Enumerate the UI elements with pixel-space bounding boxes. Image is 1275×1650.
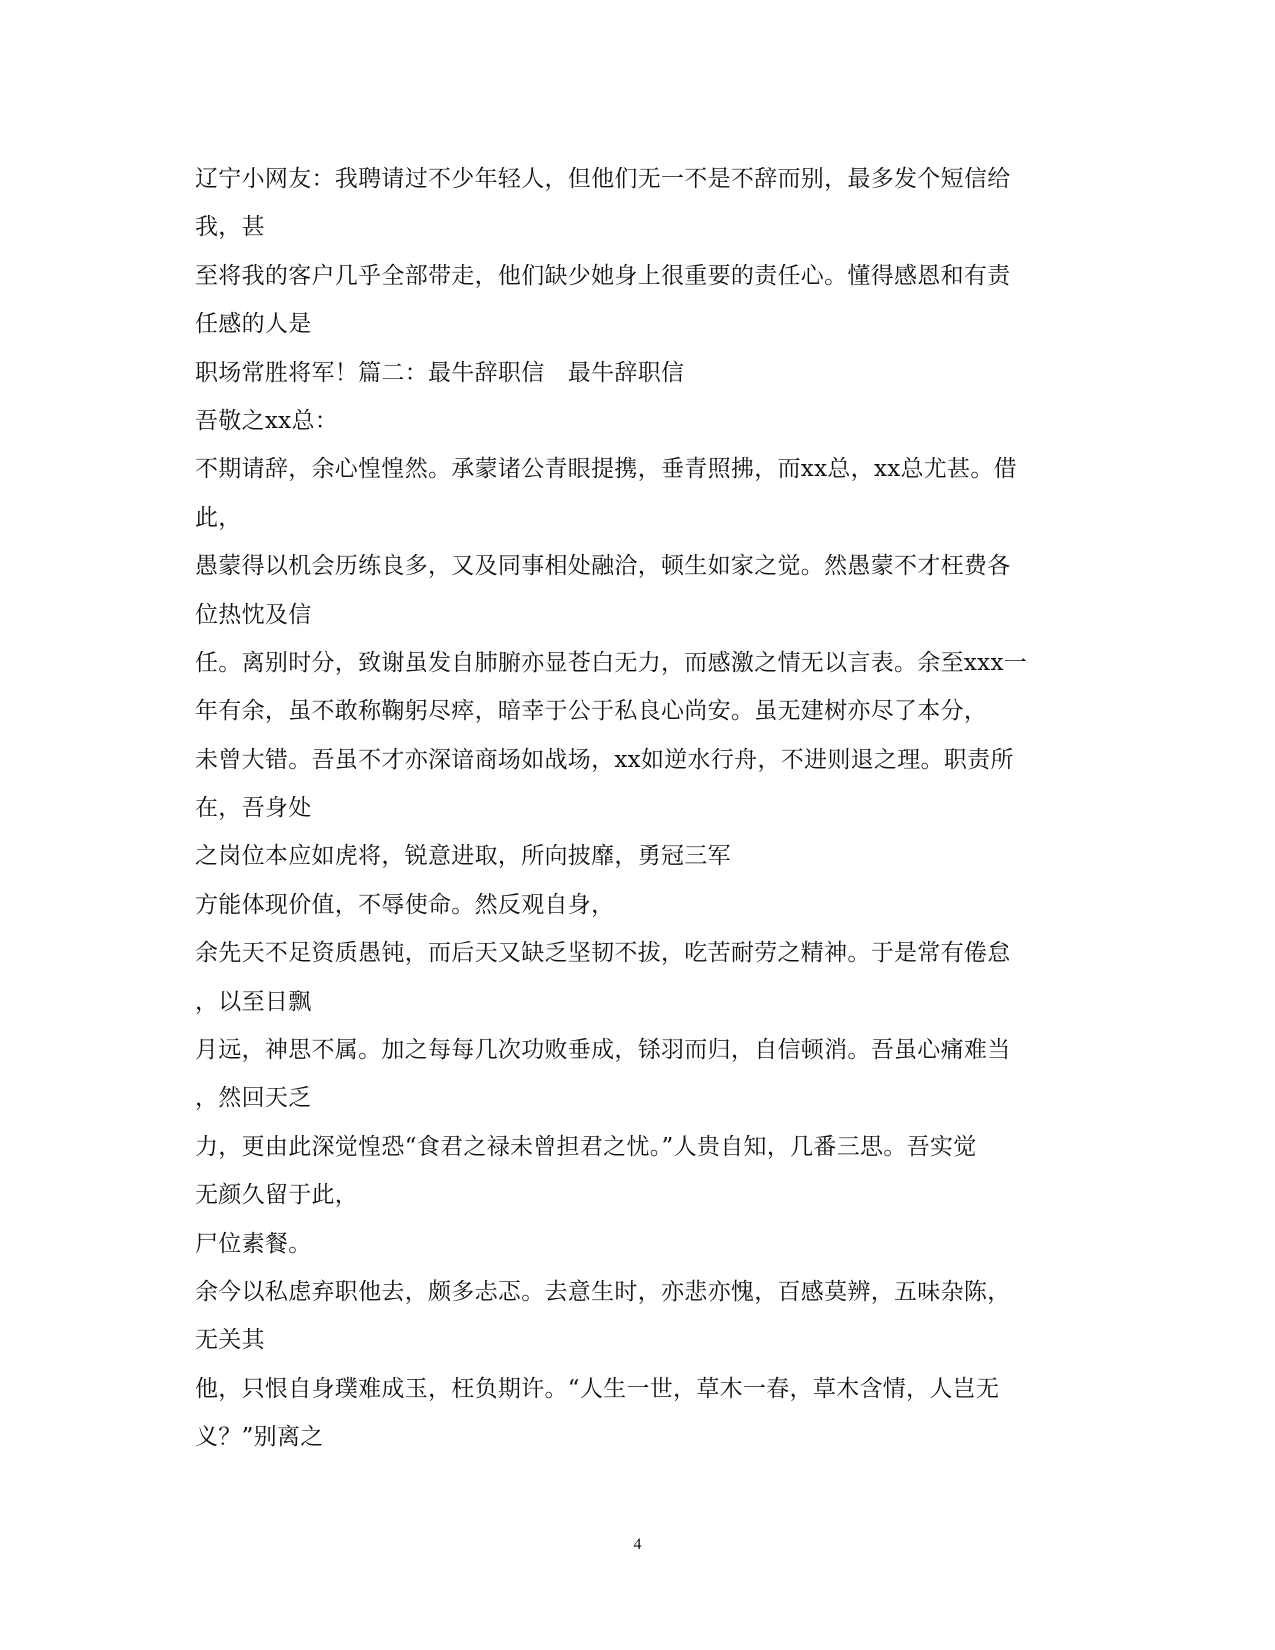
text-line: 尸位素餐。 xyxy=(195,1230,312,1257)
text-line: ，然回天乏 xyxy=(195,1085,312,1112)
text-line: 余今以私虑弃职他去，颇多忐忑。去意生时，亦悲亦愧，百感莫辨，五味杂陈， xyxy=(195,1278,1011,1305)
text-line: 愚蒙得以机会历练良多，又及同事相处融洽，顿生如家之觉。然愚蒙不才枉费各 xyxy=(195,553,1011,580)
text-line: 任感的人是 xyxy=(195,311,312,338)
text-line: 无关其 xyxy=(195,1327,265,1354)
page-number: 4 xyxy=(633,1536,642,1553)
text-line: 此， xyxy=(195,504,242,531)
text-line: 年有余，虽不敢称鞠躬尽瘁，暗幸于公于私良心尚安。虽无建树亦尽了本分， xyxy=(195,698,988,725)
text-line: 职场常胜将军！篇二：最牛辞职信 最牛辞职信 xyxy=(195,359,685,386)
text-line: 至将我的客户几乎全部带走，他们缺少她身上很重要的责任心。懂得感恩和有责 xyxy=(195,262,1011,289)
text-line: 不期请辞，余心惶惶然。承蒙诸公青眼提携，垂青照拂，而xx总，xx总尤甚。借 xyxy=(195,456,1017,483)
text-line: ，以至日飘 xyxy=(195,988,312,1015)
text-line: 辽宁小网友：我聘请过不少年轻人，但他们无一不是不辞而别，最多发个短信给 xyxy=(195,166,1011,192)
text-line: 月远，神思不属。加之每每几次功败垂成，铩羽而归，自信顿消。吾虽心痛难当 xyxy=(195,1037,1011,1064)
text-line: 未曾大错。吾虽不才亦深谙商场如战场，xx如逆水行舟，不进则退之理。职责所 xyxy=(195,746,1014,773)
text-line: 在，吾身处 xyxy=(195,795,312,822)
text-line: 无颜久留于此， xyxy=(195,1182,359,1209)
text-line: 位热忱及信 xyxy=(195,601,312,628)
text-line: 任。离别时分，致谢虽发自肺腑亦显苍白无力，而感激之情无以言表。余至xxx一 xyxy=(195,649,1028,676)
text-line: 他，只恨自身璞难成玉，枉负期许。“人生一世，草木一春，草木含情，人岂无 xyxy=(195,1375,1000,1402)
text-line: 余先天不足资质愚钝，而后天又缺乏坚韧不拔，吃苦耐劳之精神。于是常有倦怠 xyxy=(195,940,1011,967)
text-line: 方能体现价值，不辱使命。然反观自身， xyxy=(195,891,615,918)
text-line: 吾敬之xx总： xyxy=(195,407,339,434)
text-line: 之岗位本应如虎将，锐意进取，所向披靡，勇冠三军 xyxy=(195,843,731,870)
text-line: 义？”别离之 xyxy=(195,1424,324,1451)
text-line: 我，甚 xyxy=(195,214,265,241)
text-line: 力，更由此深觉惶恐“食君之禄未曾担君之忧。”人贵自知，几番三思。吾实觉 xyxy=(195,1133,977,1160)
document-body xyxy=(195,155,1095,1462)
